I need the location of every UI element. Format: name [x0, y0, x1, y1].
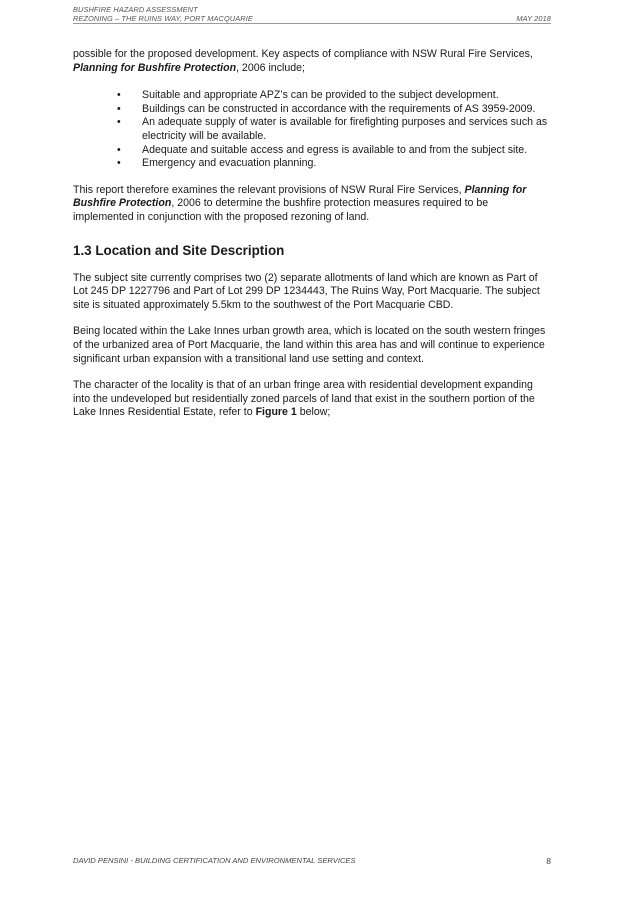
- report-paragraph: [73, 184, 551, 225]
- bullet-icon: •: [117, 143, 121, 156]
- header-subtitle-row: [73, 14, 551, 24]
- header-subtitle: REZONING – THE RUINS WAY, PORT MACQUARIE: [73, 14, 253, 23]
- site-paragraph-2: Being located within the Lake Innes urban growth area, which is located on the south western fringes of the urbanized area of Port Macquarie, the land within this area has and will continue to experience significant urban expansion with a transitional land use setting and context.: [73, 325, 546, 365]
- report-text-end: , 2006 to determine the bushfire protection measures required to be implemented in conjunction with the proposed rezoning of land.: [73, 197, 489, 223]
- list-item: [73, 157, 551, 171]
- list-item: [73, 144, 551, 158]
- site-paragraph-3: [73, 379, 551, 420]
- bullet-icon: •: [117, 116, 121, 129]
- bullet-icon: •: [117, 102, 121, 115]
- list-item: [73, 103, 551, 117]
- section-heading: 1.3 Location and Site Description: [73, 242, 285, 258]
- site-paragraph-3-text: The character of the locality is that of an urban fringe area with residential development expanding into the undeveloped but residentially zoned parcels of land that exist in the southern portion of the Lake Innes Residential Estate, refer to: [73, 379, 535, 419]
- site-paragraph-1: The subject site currently comprises two (2) separate allotments of land which are known as Part of Lot 245 DP 1227796 and Part of Lot 299 DP 1234443, The Ruins Way, Port Macquarie. The subject site is situated approximately 5.5km to the southwest of the Port Macquarie CBD.: [73, 271, 540, 311]
- bullet-icon: •: [117, 89, 121, 102]
- list-item: [73, 116, 551, 143]
- list-item-text: An adequate supply of water is available for firefighting purposes and services such as electricity will be available.: [142, 116, 548, 142]
- footer-organization: DAVID PENSINI - BUILDING CERTIFICATION AND ENVIRONMENTAL SERVICES: [73, 856, 356, 865]
- header-date: MAY 2018: [516, 14, 551, 23]
- intro-text-end: , 2006 include;: [236, 61, 305, 74]
- report-text: This report therefore examines the relevant provisions of NSW Rural Fire Services,: [73, 183, 465, 196]
- list-item-text: Buildings can be constructed in accordance with the requirements of AS 3959-2009.: [142, 102, 536, 115]
- figure-reference: Figure 1: [255, 406, 297, 419]
- intro-paragraph: [73, 48, 551, 75]
- site-paragraph-3-end: below;: [296, 406, 331, 419]
- header-title: BUSHFIRE HAZARD ASSESSMENT: [73, 5, 198, 14]
- page-footer: [73, 856, 551, 866]
- list-item-text: Adequate and suitable access and egress is available to and from the subject site.: [142, 143, 528, 156]
- intro-text: possible for the proposed development. Key aspects of compliance with NSW Rural Fire Services,: [73, 48, 533, 60]
- list-item-text: Emergency and evacuation planning.: [142, 157, 317, 170]
- page-number: 8: [546, 856, 551, 866]
- intro-publication-title: Planning for Bushfire Protection: [73, 61, 237, 74]
- list-item: [73, 89, 551, 103]
- page-header: [73, 5, 551, 24]
- compliance-list: [73, 89, 551, 171]
- bullet-icon: •: [117, 157, 121, 170]
- list-item-text: Suitable and appropriate APZ’s can be provided to the subject development.: [142, 89, 499, 102]
- report-publication-title: Planning for Bushfire Protection: [73, 183, 527, 210]
- document-body: [73, 48, 551, 420]
